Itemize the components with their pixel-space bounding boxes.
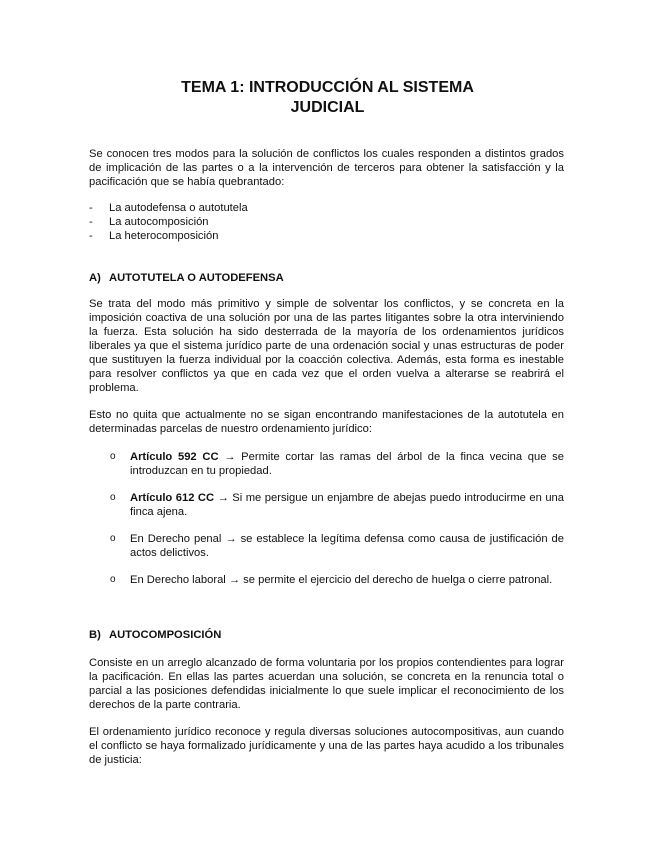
list-item-text: La heterocomposición bbox=[109, 230, 219, 242]
bullet-marker: o bbox=[110, 451, 116, 462]
section-a-paragraph-2: Esto no quita que actualmente no se sigan encontrando manifestaciones de la autotutela en determinadas parcelas de nuestro ordenamiento jurídico: bbox=[89, 409, 564, 435]
title-line-2: JUDICIAL bbox=[290, 99, 365, 116]
list-item-text: → Si me persigue un enjambre de abejas puedo introducirme en una finca ajena. bbox=[130, 492, 564, 518]
section-b-paragraph-2: El ordenamiento jurídico reconoce y regula diversas soluciones autocompositivas, aun cuando el conflicto se haya formalizado jurídicamente y una de las partes haya acudido a los tribunales de justicia: bbox=[89, 726, 564, 766]
list-item bbox=[110, 573, 564, 587]
bullet-marker: o bbox=[110, 574, 116, 585]
list-marker: - bbox=[89, 202, 93, 214]
title-line-1: TEMA 1: INTRODUCCIÓN AL SISTEMA bbox=[181, 79, 474, 96]
list-item bbox=[89, 215, 564, 229]
list-item-text: La autocomposición bbox=[109, 216, 209, 228]
page-title bbox=[0, 78, 655, 118]
section-a-letter: A) bbox=[89, 272, 101, 284]
list-item bbox=[110, 532, 564, 560]
list-marker: - bbox=[89, 230, 93, 242]
section-b-paragraph-1: Consiste en un arreglo alcanzado de forma voluntaria por los propios contendientes para lograr la pacificación. En ellas las partes acuerdan una solución, se concreta en la renuncia total o parcial a las posiciones defendidas inicialmente lo que suele implicar el reconocimiento de los derechos de la parte contraria. bbox=[89, 657, 564, 711]
section-a-paragraph-1: Se trata del modo más primitivo y simple de solventar los conflictos, y se concreta en la imposición coactiva de una solución por una de las partes litigantes sobre la otra interviniendo la fuerza. Esta solución ha sido desterrada de la mayoría de los ordenamientos jurídicos liberales ya que el sistema jurídico parte de una ordenación social y unas estructuras de poder que sustituyen la fuerza individual por la coacción colectiva. Además, esta forma es inestable para resolver conflictos ya que en cada vez que el orden vuelva a alterarse se reabrirá el problema. bbox=[89, 298, 564, 394]
article-reference: Artículo 612 CC bbox=[130, 492, 215, 504]
bullet-marker: o bbox=[110, 533, 116, 544]
modes-list bbox=[89, 201, 564, 243]
list-marker: - bbox=[89, 216, 93, 228]
section-b-letter: B) bbox=[89, 629, 101, 641]
intro-paragraph: Se conocen tres modos para la solución de conflictos los cuales responden a distintos grados de implicación de las partes o a la intervención de terceros para obtener la satisfacción y la pacificación que se había quebrantado: bbox=[89, 148, 564, 188]
list-item bbox=[110, 491, 564, 519]
section-a-title: AUTOTUTELA O AUTODEFENSA bbox=[109, 272, 284, 284]
list-item bbox=[110, 450, 564, 478]
list-item bbox=[89, 201, 564, 215]
list-item-text: En Derecho laboral → se permite el ejercicio del derecho de huelga o cierre patronal. bbox=[130, 574, 553, 586]
list-item-text: La autodefensa o autotutela bbox=[109, 202, 248, 214]
section-b-title: AUTOCOMPOSICIÓN bbox=[109, 629, 222, 641]
section-b-heading bbox=[89, 628, 221, 642]
section-a-heading bbox=[89, 271, 284, 285]
list-item bbox=[89, 229, 564, 243]
list-item-text: → Permite cortar las ramas del árbol de la finca vecina que se introduzcan en tu propiedad. bbox=[130, 451, 564, 477]
list-item-text: En Derecho penal → se establece la legítima defensa como causa de justificación de actos delictivos. bbox=[130, 533, 564, 559]
bullet-marker: o bbox=[110, 492, 116, 503]
article-reference: Artículo 592 CC bbox=[130, 451, 219, 463]
